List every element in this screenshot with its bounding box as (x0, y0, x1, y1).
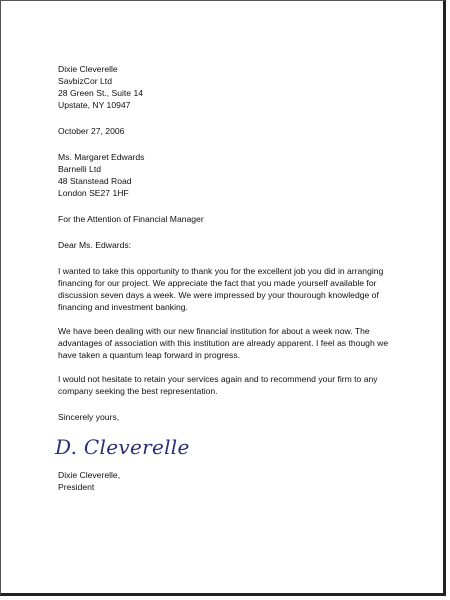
closing: Sincerely yours, (58, 412, 120, 422)
body-paragraph-3: I would not hesitate to retain your services again and to recommend your firm to any company seeking the best representation. (58, 374, 378, 396)
body-paragraph-2: We have been dealing with our new financial institution for about a week now. The advantages of association with this institution are already apparent. I feel as though we have taken a quantum leap forward in progress. (58, 326, 389, 360)
recipient-street: 48 Stanstead Road (58, 176, 132, 186)
sender-city: Upstate, NY 10947 (58, 100, 131, 110)
signer-title: President (58, 482, 95, 492)
sender-street: 28 Green St., Suite 14 (58, 88, 144, 98)
letter-body (55, 63, 408, 493)
attention-line: For the Attention of Financial Manager (58, 214, 204, 224)
recipient-address (58, 151, 408, 199)
recipient-company: Barnelli Ltd (58, 164, 101, 174)
signer-block (58, 469, 408, 493)
signer-name: Dixie Cleverelle, (58, 470, 121, 480)
recipient-name: Ms. Margaret Edwards (58, 152, 145, 162)
letter-date: October 27, 2006 (58, 126, 125, 136)
sender-name: Dixie Cleverelle (58, 64, 118, 74)
body-paragraph-1: I wanted to take this opportunity to thank you for the excellent job you did in arranging financing for our project. We appreciate the fact that you made yourself available for discussion seven days a week. We were impressed by your thourough knowledge of financing and investment banking. (58, 266, 384, 312)
sender-company: SavbizCor Ltd (58, 76, 112, 86)
sender-address (58, 63, 408, 111)
salutation: Dear Ms. Edwards: (58, 240, 132, 250)
recipient-city: London SE27 1HF (58, 188, 129, 198)
handwritten-signature: D. Cleverelle (55, 435, 190, 459)
